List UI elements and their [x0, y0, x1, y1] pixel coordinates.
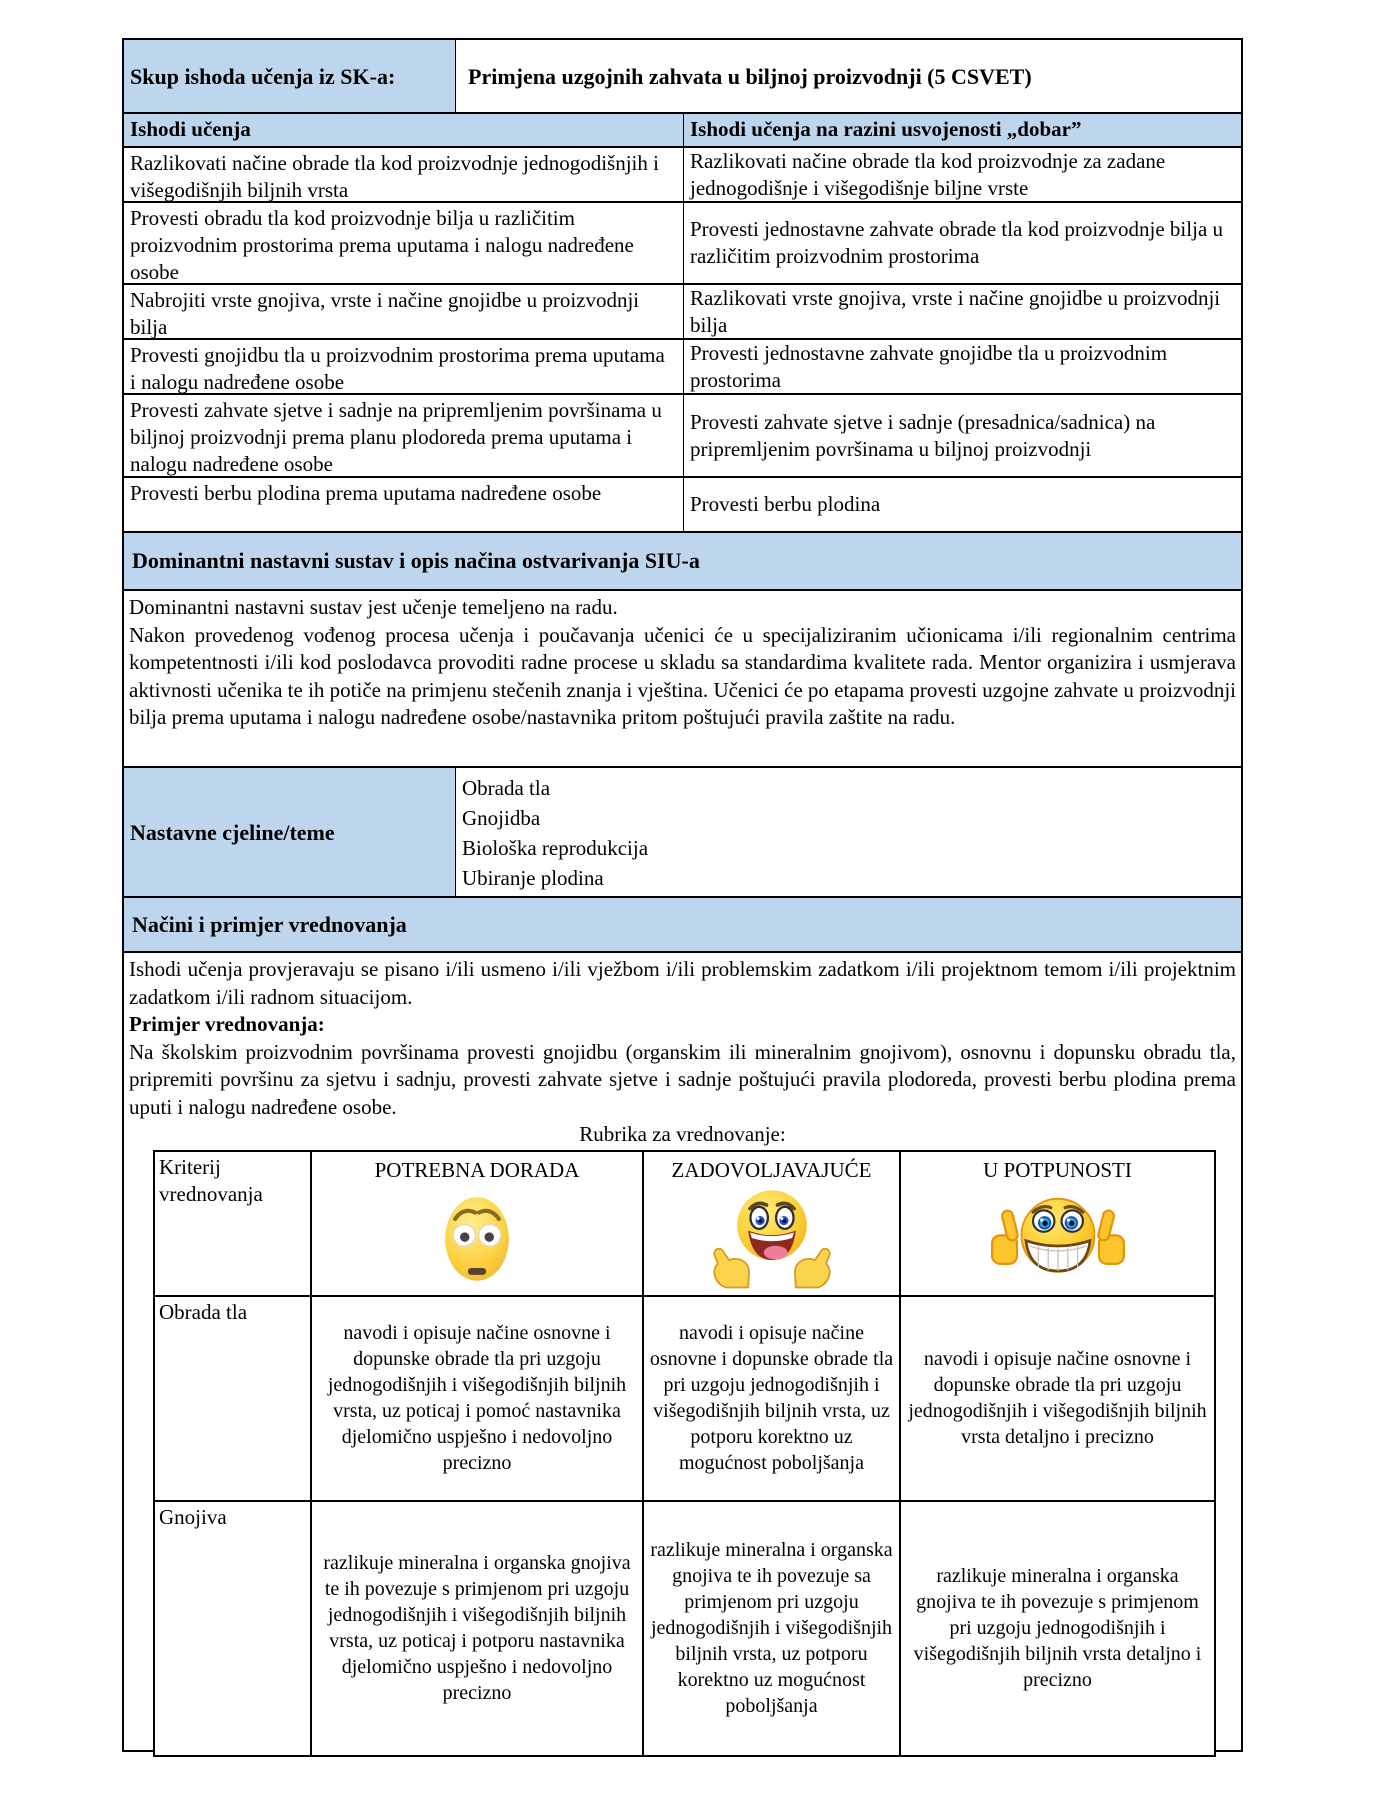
outcome-right-text: Provesti jednostavne zahvate obrade tla kod proizvodnje bilja u različitim proizvodnim prostorima [690, 217, 1224, 268]
rubric-header-criterion-text: Kriterij vrednovanja [159, 1154, 263, 1206]
evaluation-intro: Ishodi učenja provjeravaju se pisano i/ili usmeno i/ili vježbom i/ili problemskim zadatkom i/ili projektnom temom i/ili projektnim zadatkom i/ili radnom situacijom. [129, 957, 1236, 1009]
dominant-paragraph-1: Dominantni nastavni sustav jest učenje temeljeno na radu. [129, 595, 618, 619]
units-list-cell [456, 768, 1241, 896]
evaluation-example-label: Primjer vrednovanja: [129, 1012, 325, 1036]
rubric-caption: Rubrika za vrednovanje: [579, 1122, 786, 1146]
outcome-row [124, 395, 1241, 478]
outcomes-header-row [124, 114, 1241, 148]
rubric-satisfactory-cell [644, 1502, 901, 1755]
unit-item: Ubiranje plodina [462, 866, 604, 890]
rubric-needs-work-text: razlikuje mineralna i organska gnojiva te ih povezuje s primjenom pri uzgoju jednogodišnjih i višegodišnjih biljnih vrsta, uz poticaj i potporu nastavnika djelomično uspješno i nedovoljno precizno [323, 1552, 631, 1704]
sk-label-cell [124, 40, 456, 112]
rubric-satisfactory-text: razlikuje mineralna i organska gnojiva te ih povezuje sa primjenom pri uzgoju jednogodišnjih i višegodišnjih biljnih vrsta, uz potporu korektno uz mogućnost poboljšanja [650, 1539, 893, 1717]
rubric-header-needs-work-text: POTREBNA DORADA [374, 1157, 580, 1182]
rubric-criterion-text: Obrada tla [159, 1299, 248, 1324]
dominant-paragraph-2: Nakon provedenog vođenog procesa učenja i poučavanja učenici će u specijaliziranim učionicama i/ili regionalnim centrima kompetentnosti i/ili kod poslodavca provoditi radne procese u skladu sa standardima kvalitete rada. Mentor organizira i usmjerava aktivnosti učenika te ih potiče na primjenu stečenih znanja i vještina. Učenici će po etapama provesti uzgojne zahvate u proizvodnji bilja prema uputama i nalogu nadređene osobe/nastavnika pritom poštujući pravila zaštite na radu. [129, 622, 1236, 729]
sk-title-cell [456, 40, 1241, 112]
dominant-text-row [124, 591, 1241, 768]
rubric-criterion-text: Gnojiva [159, 1504, 227, 1529]
rubric-table [153, 1150, 1216, 1757]
outcome-right-text: Provesti jednostavne zahvate gnojidbe tla u proizvodnim prostorima [690, 340, 1168, 392]
rubric-header-satisfactory-text: ZADOVOLJAVAJUĆE [671, 1157, 872, 1182]
flushed-face-icon [316, 1183, 638, 1293]
evaluation-example-text: Na školskim proizvodnim površinama provesti gnojidbu (organskim ili mineralnim gnojivom), osnovnu i dopunsku obradu tla, pripremiti površinu za sjetvu i sadnju, provesti zahvate sjetve i sadnje poštujući pravila plodoreda, provesti berbu plodina prema uputi i nalogu nadređene osobe. [129, 1039, 1236, 1119]
dominant-text-cell [124, 591, 1241, 766]
rubric-header-complete [901, 1152, 1214, 1295]
rubric-complete-text: razlikuje mineralna i organska gnojiva te ih povezuje s primjenom pri uzgoju jednogodišnjih i višegodišnjih biljnih vrsta detaljno i precizno [913, 1565, 1202, 1691]
outcome-left-cell: Provesti obradu tla kod proizvodnje bilja u različitim proizvodnim prostorima prema uputama i nalogu nadređene osobe [124, 203, 684, 283]
outcome-right-text: Razlikovati vrste gnojiva, vrste i načine gnojidbe u proizvodnji bilja [690, 285, 1221, 337]
outcome-row [124, 478, 1241, 533]
rubric-row-gnojiva [155, 1502, 1214, 1755]
rubric-complete-text: navodi i opisuje načine osnovne i dopunske obrade tla pri uzgoju jednogodišnjih i višegodišnjih biljnih vrsta detaljno i precizno [908, 1348, 1207, 1448]
outcome-row [124, 285, 1241, 340]
grinning-thumbs-up-icon [905, 1183, 1210, 1293]
outcome-right-cell [684, 395, 1241, 476]
outcome-row [124, 148, 1241, 203]
unit-item: Obrada tla [462, 776, 551, 800]
units-label-cell [124, 768, 456, 896]
outcome-right-text: Razlikovati načine obrade tla kod proizvodnje za zadane jednogodišnje i višegodišnje biljne vrste [690, 148, 1166, 200]
units-row [124, 768, 1241, 898]
outcome-right-cell [684, 203, 1241, 283]
rubric-needs-work-cell [312, 1502, 644, 1755]
rubric-complete-cell [901, 1502, 1214, 1755]
sk-title: Primjena uzgojnih zahvata u biljnoj proizvodnji (5 CSVET) [468, 63, 1032, 89]
outcome-row [124, 340, 1241, 395]
rubric-needs-work-cell [312, 1297, 644, 1500]
outcomes-header-right: Ishodi učenja na razini usvojenosti „dobar” [684, 114, 1241, 146]
outcome-left-cell: Provesti gnojidbu tla u proizvodnim prostorima prema uputama i nalogu nadređene osobe [124, 340, 684, 393]
header-row [124, 40, 1241, 114]
rubric-header-needs-work [312, 1152, 644, 1295]
rubric-header-satisfactory [644, 1152, 901, 1295]
rubric-header-row [155, 1152, 1214, 1297]
outcome-right-text: Provesti zahvate sjetve i sadnje (presadnica/sadnica) na pripremljenim površinama u biljnoj proizvodnji [690, 409, 1156, 461]
rubric-satisfactory-cell [644, 1297, 901, 1500]
rubric-criterion-cell [155, 1502, 312, 1755]
outcome-row [124, 203, 1241, 285]
outcome-left-cell: Provesti berbu plodina prema uputama nadređene osobe [124, 478, 684, 531]
outcome-right-cell [684, 285, 1241, 338]
sk-label: Skup ishoda učenja iz SK-a: [130, 63, 396, 89]
curriculum-table [122, 38, 1243, 1752]
rubric-header-complete-text: U POTPUNOSTI [983, 1157, 1132, 1182]
unit-item: Gnojidba [462, 806, 541, 830]
section-header-evaluation [124, 898, 1241, 953]
evaluation-cell [124, 953, 1241, 1750]
section-header-dominant-title: Dominantni nastavni sustav i opis načina ostvarivanja SIU-a [132, 548, 700, 573]
section-header-evaluation-title: Načini i primjer vrednovanja [132, 911, 407, 937]
outcome-left-cell: Razlikovati načine obrade tla kod proizvodnje jednogodišnjih i višegodišnjih biljnih vrsta [124, 148, 684, 201]
outcome-right-text: Provesti berbu plodina [690, 492, 881, 516]
outcome-right-cell [684, 340, 1241, 393]
smiley-open-hands-icon [648, 1183, 895, 1293]
rubric-complete-cell [901, 1297, 1214, 1500]
outcomes-header-left: Ishodi učenja [124, 114, 684, 146]
rubric-criterion-cell [155, 1297, 312, 1500]
outcome-right-cell [684, 148, 1241, 201]
rubric-needs-work-text: navodi i opisuje načine osnovne i dopunske obrade tla pri uzgoju jednogodišnjih i višegodišnjih biljnih vrsta, uz poticaj i pomoć nastavnika djelomično uspješno i nedovoljno precizno [327, 1322, 627, 1474]
outcome-left-cell: Nabrojiti vrste gnojiva, vrste i načine gnojidbe u proizvodnji bilja [124, 285, 684, 338]
unit-item: Biološka reprodukcija [462, 836, 649, 860]
rubric-satisfactory-text: navodi i opisuje načine osnovne i dopunske obrade tla pri uzgoju jednogodišnjih i višegodišnjih biljnih vrsta, uz potporu korektno uz mogućnost poboljšanja [649, 1322, 894, 1474]
outcome-right-cell [684, 478, 1241, 531]
section-header-dominant [124, 533, 1241, 591]
units-label: Nastavne cjeline/teme [130, 819, 335, 845]
outcome-left-cell: Provesti zahvate sjetve i sadnje na pripremljenim površinama u biljnoj proizvodnji prema planu plodoreda prema uputama i nalogu nadređene osobe [124, 395, 684, 476]
rubric-row-obrada-tla [155, 1297, 1214, 1502]
rubric-header-criterion [155, 1152, 312, 1295]
